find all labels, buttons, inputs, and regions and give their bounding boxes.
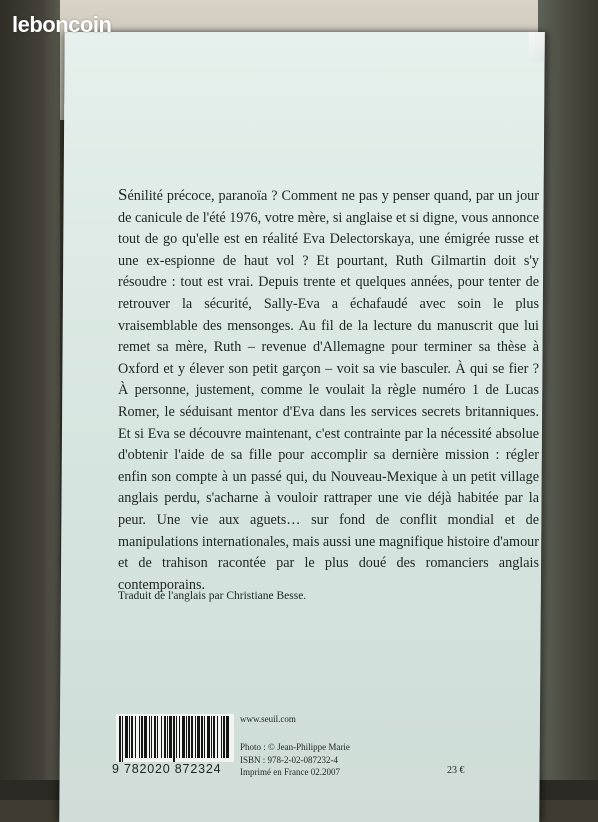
barcode-bar (167, 716, 168, 758)
translator-credit: Traduit de l'anglais par Christiane Besse. (118, 590, 307, 602)
leboncoin-logo: leboncoin (12, 12, 112, 37)
barcode-bar (173, 716, 175, 762)
barcode-bar (226, 716, 229, 758)
barcode-bar (197, 716, 200, 758)
barcode-bar (176, 716, 177, 758)
photo-credit: Photo : © Jean-Philippe Marie (240, 742, 350, 752)
barcode-bar (119, 716, 121, 762)
background-right-shadow (538, 0, 598, 800)
barcode-bar (217, 716, 218, 758)
barcode-bar (135, 716, 136, 758)
barcode-bar (188, 716, 190, 758)
barcode-bar (211, 716, 212, 758)
isbn-barcode (116, 714, 234, 762)
barcode-number: 9 782020 872324 (112, 762, 222, 776)
printed-in: Imprimé en France 02.2007 (240, 767, 340, 777)
barcode-bar (125, 716, 128, 758)
barcode-bar (221, 716, 222, 758)
barcode-bar (149, 716, 150, 758)
barcode-bar (182, 716, 185, 758)
barcode-bar (179, 716, 180, 758)
price-label: 23 € (447, 765, 465, 776)
publication-credits (240, 741, 350, 779)
barcode-bar (195, 716, 196, 758)
background-left-shadow (0, 0, 60, 800)
barcode-bar (157, 716, 158, 758)
blurb-text: énilité précoce, paranoïa ? Comment ne pas y penser quand, par un jour de canicule de l'été 1976, votre mère, si anglaise et si digne, vous annonce tout de go qu'elle est en réalité Eva Delectorskaya, une émigrée russe et une ex-espionne de haut vol ? Et pourtant, Ruth Gilmartin doit s'y résoudre : tout est vrai. Depuis trente et quelques années, pour tenter de retrouver la sécurité, Sally-Eva a échafaudé avec soin le plus vraisemblable des mensonges. Au fil de la lecture du manuscrit que lui remet sa mère, Ruth – revenue d'Allemagne pour terminer sa thèse à Oxford et y élever son petit garçon – voit sa vie basculer. À qui se fier ? À personne, justement, comme le voulait la règle numéro 1 de Lucas Romer, le séduisant mentor d'Eva dans les services secrets britanniques. Et si Eva se découvre maintenant, c'est contrainte par la nécessité absolue d'obtenir l'aide de sa fille pour accomplir sa dernière mission : régler enfin son compte à un passé qui, du Nouveau-Mexique à un petit village anglais perdu, s'acharne à vouloir rattraper une vie déjà habitée par la peur. Une vie aux aguets… sur fond de conflit mondial et de manipulations internationales, mais aussi une magnifique histoire d'amour et de trahison racontée par le plus doué des romanciers anglais contemporains. (118, 188, 539, 593)
barcode-bar (204, 716, 205, 758)
barcode-bar (151, 716, 152, 758)
barcode-bar (169, 716, 172, 758)
barcode-bar (144, 716, 147, 758)
blurb-initial: S (118, 185, 128, 204)
barcode-bar (161, 716, 162, 758)
barcode-bar (129, 716, 130, 758)
barcode-bar (139, 716, 140, 758)
back-cover-blurb (118, 184, 539, 596)
barcode-bar (207, 716, 210, 758)
barcode-bar (164, 716, 166, 758)
isbn-text: ISBN : 978-2-02-087232-4 (240, 754, 338, 765)
barcode-bar (223, 716, 225, 758)
barcode-bar (201, 716, 203, 758)
barcode-bar (141, 716, 143, 758)
barcode-bar (191, 716, 193, 758)
publisher-website: www.seuil.com (240, 714, 296, 724)
barcode-bar (122, 716, 123, 762)
cover-corner-fold (529, 32, 545, 62)
barcode-bars (116, 714, 234, 762)
barcode-bar (213, 716, 215, 758)
barcode-bar (131, 716, 133, 758)
barcode-bar (154, 716, 156, 758)
barcode-bar (186, 716, 187, 758)
